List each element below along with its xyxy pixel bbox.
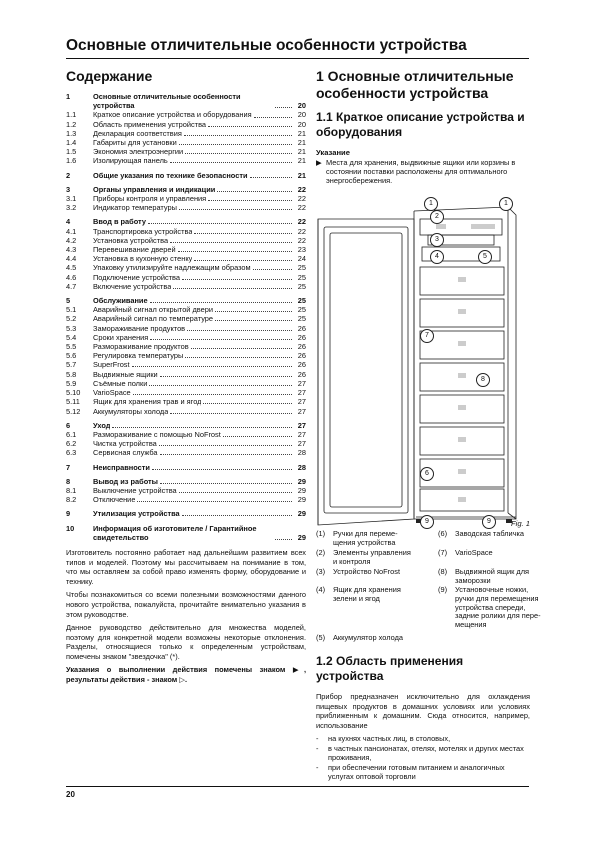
toc-page: 22 xyxy=(297,194,306,204)
toc-text: Выдвижные ящики xyxy=(93,369,158,379)
toc-text: Основные отличительные особенности устройства xyxy=(93,92,241,111)
toc-leader xyxy=(185,351,292,358)
toc-leader xyxy=(148,217,292,224)
toc-text: Органы управления и индикации xyxy=(93,184,216,194)
toc-entry xyxy=(66,486,306,495)
toc-page: 27 xyxy=(297,429,306,439)
toc-leader xyxy=(250,171,293,178)
intro-action-note: Указания о выполнении действия помечены знаком ▶, результаты действия - знаком ▷. xyxy=(66,665,306,685)
toc-page: 29 xyxy=(297,485,306,495)
toc-number: 1.2 xyxy=(66,119,77,129)
toc-entry xyxy=(66,463,306,472)
legend-text: Элементы управления и контроля xyxy=(333,548,411,566)
toc-number: 4.6 xyxy=(66,272,77,282)
toc-leader xyxy=(182,509,292,516)
bullet-mark: - xyxy=(316,762,319,772)
toc-text: Аварийный сигнал открытой двери xyxy=(93,305,213,315)
toc-text: Ввод в работу xyxy=(93,217,146,227)
toc-entry xyxy=(66,217,306,226)
toc-leader xyxy=(184,129,292,136)
list-item xyxy=(316,744,530,763)
toc-text: Утилизация устройства xyxy=(93,509,180,519)
legend-text: Установочные ножки, ручки для перемещения устройства спереди, задние ролики для пере- мещения xyxy=(455,585,541,630)
toc-number: 8.2 xyxy=(66,495,77,505)
toc-entry xyxy=(66,236,306,245)
callout-marker: 2 xyxy=(430,210,444,224)
toc-page: 26 xyxy=(297,351,306,361)
toc-text: Изолирующая панель xyxy=(93,156,168,166)
freezer-figure xyxy=(316,197,530,533)
legend-text: Устройство NoFrost xyxy=(333,567,400,576)
toc-page: 20 xyxy=(297,119,306,129)
callout-marker: 7 xyxy=(420,329,434,343)
toc-page: 22 xyxy=(297,203,306,213)
toc-page: 25 xyxy=(297,272,306,282)
toc-text: Съёмные полки xyxy=(93,378,148,388)
toc-text: Аварийный сигнал по температуре xyxy=(93,314,214,324)
toc-entry xyxy=(66,430,306,439)
toc-page: 22 xyxy=(297,217,306,227)
toc-number: 1.3 xyxy=(66,128,77,138)
toc-page: 26 xyxy=(297,323,306,333)
page-footer xyxy=(66,786,529,799)
callout-marker: 1 xyxy=(424,197,438,211)
toc-number: 4 xyxy=(66,217,71,227)
toc-page: 20 xyxy=(297,110,306,120)
toc-leader xyxy=(150,333,292,340)
toc-text: Размораживание с помощью NoFrost xyxy=(93,429,221,439)
legend-text: Ручки для переме- щения устройства xyxy=(333,529,398,547)
toc-entry xyxy=(66,194,306,203)
list-item xyxy=(316,763,530,782)
legend-text: Выдвижной ящик для заморозки xyxy=(455,567,530,585)
toc-leader xyxy=(170,407,292,414)
toc-leader xyxy=(150,296,292,303)
legend-text: Аккумулятор холода xyxy=(333,633,404,642)
toc-text: Размораживание продуктов xyxy=(93,342,189,352)
toc-leader xyxy=(170,236,292,243)
toc-page: 21 xyxy=(297,147,306,157)
legend-text: Ящик для хранения зелени и ягод xyxy=(333,585,401,603)
intro-paragraph: Чтобы познакомиться со всеми полезными возможностями данного нового устройства, пожалуйста, прочитайте внимательно указания в этом руководстве. xyxy=(66,590,306,619)
toc-leader xyxy=(179,486,292,493)
toc-number: 1.1 xyxy=(66,110,77,120)
legend-number: (1) xyxy=(316,529,326,538)
toc-number: 5.2 xyxy=(66,314,77,324)
toc-text: Габариты для установки xyxy=(93,138,177,148)
toc-entry xyxy=(66,379,306,388)
toc-page: 22 xyxy=(297,226,306,236)
action-arrow-icon: ▶ xyxy=(316,158,322,167)
toc-leader xyxy=(179,138,292,145)
toc-text: Сервисная служба xyxy=(93,448,158,458)
toc-leader xyxy=(160,448,292,455)
toc-number: 6.2 xyxy=(66,439,77,449)
door-panel xyxy=(330,233,402,507)
toc-text: Отключение xyxy=(93,495,136,505)
toc-leader xyxy=(159,439,292,446)
toc-leader xyxy=(254,111,292,118)
toc-page: 25 xyxy=(297,281,306,291)
toc-text: Уход xyxy=(93,420,111,430)
toc-number: 1.6 xyxy=(66,156,77,166)
toc-entry xyxy=(66,305,306,314)
toc-text: Обслуживание xyxy=(93,296,148,306)
toc-leader xyxy=(208,120,292,127)
toc-number: 4.1 xyxy=(66,226,77,236)
toc-text: Приборы контроля и управления xyxy=(93,194,207,204)
toc-number: 3 xyxy=(66,184,71,194)
callout-marker: 4 xyxy=(430,250,444,264)
toc-number: 5.6 xyxy=(66,351,77,361)
callout-marker: 9 xyxy=(482,515,496,529)
toc-text: Регулировка температуры xyxy=(93,351,184,361)
door-outline xyxy=(318,219,414,525)
toc-text: VarioSpace xyxy=(93,388,131,398)
toc-leader xyxy=(170,156,292,163)
toc-number: 4.4 xyxy=(66,254,77,264)
toc-leader xyxy=(137,495,292,502)
page-number: 20 xyxy=(66,790,75,799)
toc-leader xyxy=(160,477,292,484)
toc-text: Краткое описание устройства и оборудования xyxy=(93,110,252,120)
application-list xyxy=(316,734,530,781)
toc-page: 29 xyxy=(297,495,306,505)
toc-leader xyxy=(182,273,292,280)
toc-leader xyxy=(187,324,292,331)
toc-entry xyxy=(66,296,306,305)
toc-entry xyxy=(66,439,306,448)
toc-page: 26 xyxy=(297,360,306,370)
toc-text: Вывод из работы xyxy=(93,476,158,486)
toc-page: 25 xyxy=(297,305,306,315)
toc-entry xyxy=(66,314,306,323)
callout-marker: 9 xyxy=(420,515,434,529)
page-header xyxy=(66,36,529,59)
toc-page: 21 xyxy=(297,156,306,166)
toc-leader xyxy=(191,342,292,349)
toc-text: Информация об изготовителе / Гарантийное свидетельство xyxy=(93,523,257,542)
toc-text: Сроки хранения xyxy=(93,332,149,342)
toc-number: 3.1 xyxy=(66,194,77,204)
toc-entry xyxy=(66,333,306,342)
toc-page: 23 xyxy=(297,245,306,255)
toc-number: 4.7 xyxy=(66,281,77,291)
legend-number: (3) xyxy=(316,567,326,576)
list-item-text: на кухнях частных лиц, в столовых, xyxy=(328,734,451,744)
page-header-title: Основные отличительные особенности устройства xyxy=(66,37,467,54)
toc-leader xyxy=(173,282,292,289)
toc-leader xyxy=(185,147,292,154)
toc-page: 22 xyxy=(297,235,306,245)
intro-paragraph: Изготовитель постоянно работает над дальнейшим развитием всех типов и моделей. Поэтому мы рассчитываем на понимание в том, что мы оставляем за собой право изменять форму, оборудование и технику. xyxy=(66,547,306,586)
toc-leader xyxy=(217,185,292,192)
toc-page: 26 xyxy=(297,342,306,352)
list-item xyxy=(316,734,530,743)
toc-text: SuperFrost xyxy=(93,360,130,370)
toc-text: Декларация соответствия xyxy=(93,128,182,138)
toc-text: Замораживание продуктов xyxy=(93,323,186,333)
toc-page: 29 xyxy=(297,509,306,519)
toc-leader xyxy=(275,101,292,108)
toc-entry xyxy=(66,370,306,379)
toc-page: 25 xyxy=(297,263,306,273)
toc-number: 1.5 xyxy=(66,147,77,157)
toc-entry xyxy=(66,129,306,138)
bullet-mark: - xyxy=(316,743,319,753)
toc-entry xyxy=(66,120,306,129)
legend-number: (9) xyxy=(438,585,448,594)
toc-leader xyxy=(203,397,292,404)
toc-entry xyxy=(66,227,306,236)
toc-leader xyxy=(160,370,292,377)
toc-entry xyxy=(66,185,306,194)
toc-page: 20 xyxy=(297,101,306,111)
toc-page: 27 xyxy=(297,406,306,416)
toc-page: 29 xyxy=(297,476,306,486)
toc-entry xyxy=(66,273,306,282)
toc-number: 9 xyxy=(66,509,71,519)
toc-entry xyxy=(66,263,306,272)
toc-leader xyxy=(275,533,292,540)
list-item-text: при обеспечении готовым питанием и аналогичных услугах оптовой торговли xyxy=(328,762,505,781)
toc-entry xyxy=(66,110,306,119)
toc-entry xyxy=(66,421,306,430)
toc-number: 4.2 xyxy=(66,235,77,245)
toc-number: 5.1 xyxy=(66,305,77,315)
toc-page: 27 xyxy=(297,378,306,388)
toc-leader xyxy=(253,263,292,270)
toc-entry xyxy=(66,388,306,397)
toc-text: Область применения устройства xyxy=(93,119,207,129)
toc-number: 5.10 xyxy=(66,388,81,398)
toc-entry xyxy=(66,360,306,369)
callout-marker: 3 xyxy=(430,233,444,247)
toc-text: Транспортировка устройства xyxy=(93,226,193,236)
toc-text: Выключение устройства xyxy=(93,485,177,495)
toc-number: 8.1 xyxy=(66,485,77,495)
toc-page: 28 xyxy=(297,462,306,472)
toc-page: 21 xyxy=(297,128,306,138)
right-column xyxy=(316,66,530,185)
legend-number: (2) xyxy=(316,548,326,557)
toc-entry xyxy=(66,342,306,351)
toc-text: Ящик для хранения трав и ягод xyxy=(93,397,202,407)
toc-page: 26 xyxy=(297,369,306,379)
toc-page: 28 xyxy=(297,448,306,458)
toc-number: 5.5 xyxy=(66,342,77,352)
intro-paragraph: Данное руководство действительно для множества моделей, поэтому для конкретной модели возможны некоторые отклонения. Разделы, относящиеся только к определенным устройствам, помечены знаком "звездочка" (*). xyxy=(66,623,306,661)
bullet-mark: - xyxy=(316,734,319,744)
toc-leader xyxy=(133,388,292,395)
list-item-text: в частных пансионатах, отелях, мотелях и других местах проживания, xyxy=(328,743,524,763)
note-label: Указание xyxy=(316,148,350,157)
toc-entry xyxy=(66,171,306,180)
section-1-2 xyxy=(316,654,530,781)
toc-page: 21 xyxy=(297,138,306,148)
toc-page: 22 xyxy=(297,184,306,194)
toc-number: 6 xyxy=(66,420,71,430)
subsection-title: 1.1 Краткое описание устройства и оборудования xyxy=(316,110,525,139)
toc-entry xyxy=(66,448,306,457)
callout-marker: 8 xyxy=(476,373,490,387)
toc-number: 4.3 xyxy=(66,245,77,255)
toc-page: 27 xyxy=(297,388,306,398)
toc-number: 3.2 xyxy=(66,203,77,213)
toc-page: 29 xyxy=(297,532,306,542)
section-title: 1 Основные отличительные особенности устройства xyxy=(316,68,514,101)
figure-label: Fig. 1 xyxy=(511,519,530,528)
toc-entry xyxy=(66,254,306,263)
toc-entry xyxy=(66,156,306,165)
left-column xyxy=(66,66,306,689)
toc-number: 5.3 xyxy=(66,323,77,333)
toc-text: Индикатор температуры xyxy=(93,203,177,213)
toc-text: Чистка устройства xyxy=(93,439,157,449)
toc-leader xyxy=(132,360,292,367)
door-inner xyxy=(324,227,408,513)
toc-number: 6.1 xyxy=(66,429,77,439)
toc-entry xyxy=(66,324,306,333)
toc-entry xyxy=(66,477,306,486)
toc-entry xyxy=(66,351,306,360)
legend-number: (4) xyxy=(316,585,326,594)
toc-page: 25 xyxy=(297,296,306,306)
toc-text: Общие указания по технике безопасности xyxy=(93,170,248,180)
toc-leader xyxy=(194,227,292,234)
toc-page: 26 xyxy=(297,332,306,342)
toc-entry xyxy=(66,138,306,147)
toc-page: 25 xyxy=(297,314,306,324)
toc-page: 24 xyxy=(297,254,306,264)
toc-leader xyxy=(208,194,292,201)
toc-number: 5.8 xyxy=(66,369,77,379)
toc-leader xyxy=(215,305,292,312)
legend-text: Заводская табличка xyxy=(455,529,525,538)
toc-entry xyxy=(66,524,306,542)
note xyxy=(316,158,530,185)
toc-text: Аккумуляторы холода xyxy=(93,406,169,416)
application-text: Прибор предназначен исключительно для охлаждения пищевых продуктов в домашних условиях или условиях приближенным к домашним. Сюда относится, например, использование xyxy=(316,692,530,730)
toc-number: 5.4 xyxy=(66,332,77,342)
toc-text: Установка в кухонную стенку xyxy=(93,254,193,264)
toc-text: Неисправности xyxy=(93,462,150,472)
table-of-contents xyxy=(66,92,306,542)
callout-marker: 1 xyxy=(499,197,513,211)
freezer-diagram xyxy=(316,197,530,533)
toc-title: Содержание xyxy=(66,68,153,84)
toc-entry xyxy=(66,509,306,518)
legend-number: (8) xyxy=(438,567,448,576)
toc-text: Включение устройства xyxy=(93,281,172,291)
toc-number: 7 xyxy=(66,462,71,472)
callout-marker: 5 xyxy=(478,250,492,264)
toc-leader xyxy=(194,254,292,261)
toc-entry xyxy=(66,407,306,416)
legend-number: (6) xyxy=(438,529,448,538)
legend-text: VarioSpace xyxy=(455,548,493,557)
toc-number: 5.9 xyxy=(66,378,77,388)
toc-number: 5.11 xyxy=(66,397,80,407)
toc-leader xyxy=(149,379,292,386)
toc-text: Перевешивание дверей xyxy=(93,245,176,255)
toc-number: 6.3 xyxy=(66,448,77,458)
toc-number: 4.5 xyxy=(66,263,77,273)
toc-page: 27 xyxy=(297,439,306,449)
toc-page: 27 xyxy=(297,397,306,407)
intro-text xyxy=(66,548,306,685)
toc-entry xyxy=(66,495,306,504)
toc-text: Упаковку утилизируйте надлежащим образом xyxy=(93,263,251,273)
toc-leader xyxy=(215,314,292,321)
toc-leader xyxy=(152,463,292,470)
toc-number: 8 xyxy=(66,476,71,486)
toc-entry xyxy=(66,397,306,406)
toc-number: 5.7 xyxy=(66,360,77,370)
toc-number: 5 xyxy=(66,296,71,306)
toc-leader xyxy=(223,430,292,437)
toc-leader xyxy=(178,245,292,252)
legend-number: (7) xyxy=(438,548,448,557)
toc-text: Установка устройства xyxy=(93,235,169,245)
toc-number: 5.12 xyxy=(66,406,81,416)
toc-entry xyxy=(66,203,306,212)
toc-leader xyxy=(179,203,292,210)
toc-number: 1.4 xyxy=(66,138,77,148)
toc-text: Подключение устройства xyxy=(93,272,180,282)
toc-number: 1 xyxy=(66,92,71,101)
toc-number: 2 xyxy=(66,170,71,180)
toc-entry xyxy=(66,147,306,156)
subsection-title: 1.2 Область применения устройства xyxy=(316,654,464,683)
callout-marker: 6 xyxy=(420,467,434,481)
toc-page: 27 xyxy=(297,420,306,430)
toc-text: Экономия электроэнергии xyxy=(93,147,184,157)
toc-entry xyxy=(66,92,306,110)
legend-number: (5) xyxy=(316,633,326,642)
toc-page: 21 xyxy=(297,170,306,180)
note-text: Места для хранения, выдвижные ящики или корзины в состоянии поставки расположены для оптимального энергосбережения. xyxy=(326,158,516,185)
toc-entry xyxy=(66,282,306,291)
toc-number: 10 xyxy=(66,523,75,533)
toc-entry xyxy=(66,245,306,254)
toc-leader xyxy=(112,421,292,428)
